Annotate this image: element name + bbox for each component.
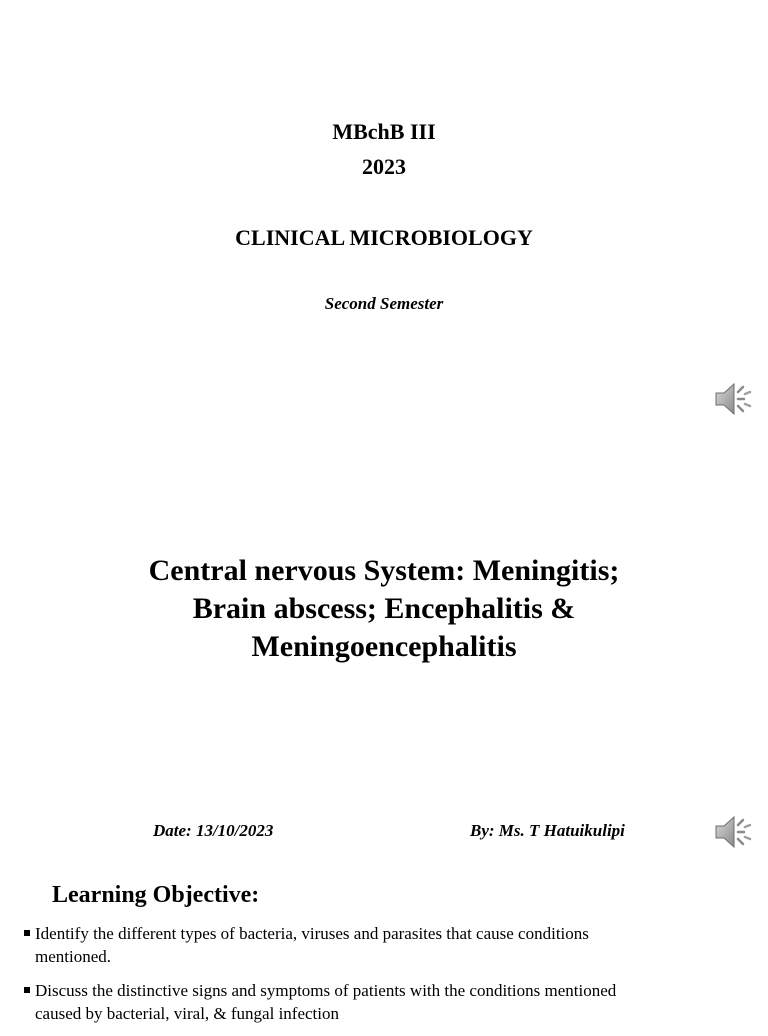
presenter-name: By: Ms. T Hatuikulipi <box>470 821 625 840</box>
speaker-icon-graphic <box>714 379 754 419</box>
objective-line: Discuss the distinctive signs and symptoms of patients with the conditions mentioned <box>35 981 617 1000</box>
speaker-icon[interactable] <box>714 812 754 852</box>
objective-line: mentioned. <box>35 947 112 966</box>
subject-title: CLINICAL MICROBIOLOGY <box>235 225 533 250</box>
presentation-date: Date: 13/10/2023 <box>153 821 274 840</box>
title-line-3: Meningoencephalitis <box>251 630 517 663</box>
learning-objective-list <box>24 922 724 1036</box>
bullet-icon <box>24 930 30 936</box>
course-year: 2023 <box>362 154 406 179</box>
speaker-icon-graphic <box>714 812 754 852</box>
speaker-icon[interactable] <box>714 379 754 419</box>
objective-line: Identify the different types of bacteria, viruses and parasites that cause conditions <box>35 924 589 943</box>
list-item <box>24 922 724 968</box>
list-item <box>24 979 724 1025</box>
title-line-1: Central nervous System: Meningitis; <box>148 554 620 587</box>
title-line-2: Brain abscess; Encephalitis & <box>192 592 576 625</box>
learning-objective-heading: Learning Objective: <box>52 882 260 908</box>
bullet-icon <box>24 987 30 993</box>
presentation-title <box>40 552 728 666</box>
objective-line: caused by bacterial, viral, & fungal infection <box>35 1004 339 1023</box>
course-name: MBchB III <box>332 119 436 144</box>
semester-label: Second Semester <box>324 294 444 313</box>
